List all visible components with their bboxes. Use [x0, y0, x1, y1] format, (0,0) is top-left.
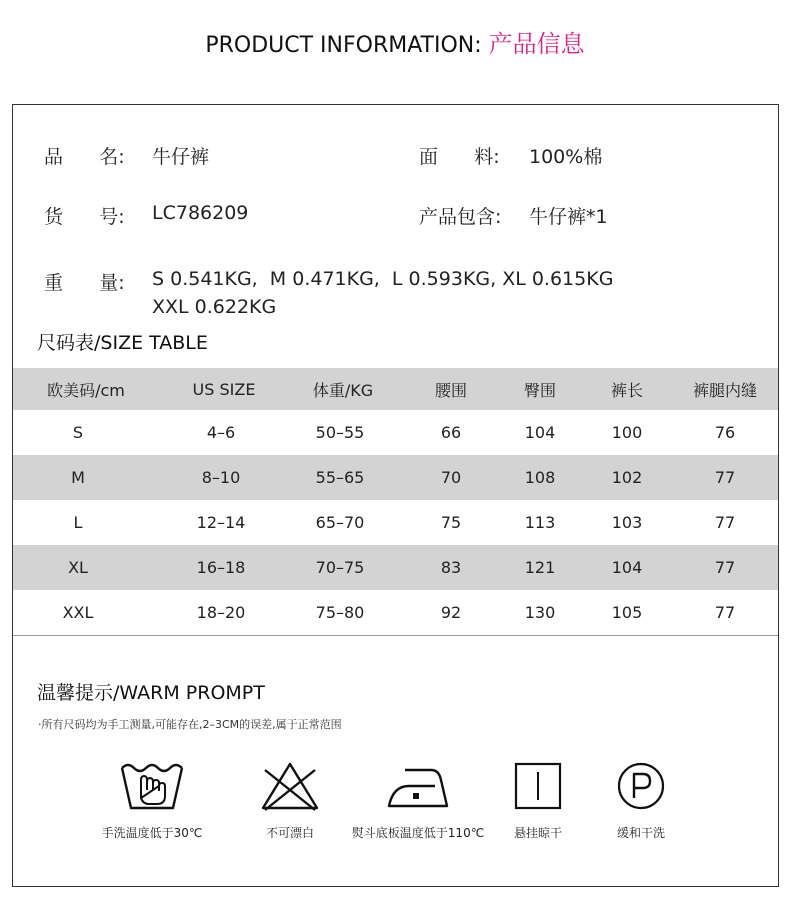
- table-cell: 105: [611, 603, 643, 622]
- size-table: [13, 368, 778, 636]
- table-cell: 113: [524, 513, 556, 532]
- header-cell: 裤长: [610, 380, 644, 400]
- header-cell: 裤腿内缝: [692, 380, 758, 400]
- table-cell: 103: [611, 513, 643, 532]
- care-dry-clean-label: 缓和干洗: [616, 826, 665, 840]
- table-cell: S: [72, 423, 84, 442]
- header-cell: 体重/KG: [312, 380, 374, 400]
- table-row: [13, 500, 778, 545]
- iron-icon: [387, 760, 449, 812]
- care-no-bleach-label: 不可漂白: [265, 826, 314, 840]
- table-cell: 12–14: [196, 513, 246, 532]
- size-table-header: [13, 368, 778, 410]
- table-cell: 104: [611, 558, 643, 577]
- table-cell: 4–6: [206, 423, 236, 442]
- table-cell: 75: [440, 513, 462, 532]
- info-name-value: 牛仔裤: [152, 146, 210, 168]
- table-cell: 77: [714, 558, 736, 577]
- table-cell: 70–75: [315, 558, 365, 577]
- header-cell: 臀围: [523, 380, 557, 400]
- table-row: [13, 590, 778, 635]
- table-cell: 108: [524, 468, 556, 487]
- care-dry-clean: [561, 760, 721, 841]
- table-cell: 16–18: [196, 558, 246, 577]
- table-row: [13, 545, 778, 590]
- info-weight-line1: S 0.541KG, M 0.471KG, L 0.593KG, XL 0.615KG: [152, 268, 614, 290]
- care-iron-label: 熨斗底板温度低于110℃: [351, 826, 485, 840]
- info-material-label: 面 料:: [419, 146, 500, 168]
- header-cell: 欧美码/cm: [47, 380, 125, 400]
- hang-dry-icon: [513, 760, 563, 812]
- info-weight-label: 重 量:: [44, 272, 125, 294]
- info-package-label: 产品包含:: [419, 206, 502, 228]
- table-cell: XXL: [62, 603, 94, 622]
- measurement-note: ·所有尺码均为手工测量,可能存在,2–3CM的误差,属于正常范围: [38, 718, 342, 731]
- page-title: [0, 24, 790, 59]
- info-name-label: 品 名:: [44, 146, 125, 168]
- table-row: [13, 455, 778, 500]
- table-cell: 77: [714, 468, 736, 487]
- table-cell: 77: [714, 603, 736, 622]
- table-cell: 77: [714, 513, 736, 532]
- table-cell: 92: [440, 603, 462, 622]
- page-title-zh: 产品信息: [488, 30, 585, 58]
- table-cell: 50–55: [315, 423, 365, 442]
- table-cell: 83: [440, 558, 462, 577]
- care-hang-dry-label: 悬挂晾干: [513, 826, 562, 840]
- table-cell: 130: [524, 603, 556, 622]
- table-cell: 102: [611, 468, 643, 487]
- table-cell: 121: [524, 558, 556, 577]
- header-cell: 腰围: [434, 380, 468, 400]
- table-cell: XL: [68, 558, 88, 577]
- dry-clean-p-icon: [615, 760, 667, 812]
- info-package-value: 牛仔裤*1: [529, 206, 608, 228]
- table-cell: 18–20: [196, 603, 246, 622]
- hand-wash-icon: [119, 760, 185, 812]
- info-weight-line2: XXL 0.622KG: [152, 296, 277, 318]
- info-material-value: 100%棉: [529, 146, 603, 168]
- page-title-en: PRODUCT INFORMATION:: [205, 33, 489, 58]
- care-hand-wash-label: 手洗温度低于30℃: [101, 826, 203, 840]
- table-cell: 65–70: [315, 513, 365, 532]
- care-hand-wash: [72, 760, 232, 841]
- size-table-title: 尺码表/SIZE TABLE: [37, 332, 208, 354]
- table-cell: 8–10: [201, 468, 241, 487]
- table-cell: 76: [714, 423, 736, 442]
- header-cell: US SIZE: [192, 379, 256, 399]
- no-bleach-icon: [259, 760, 321, 812]
- table-cell: 100: [611, 423, 643, 442]
- table-cell: 104: [524, 423, 556, 442]
- table-row: [13, 410, 778, 455]
- info-sku-label: 货 号:: [44, 206, 125, 228]
- table-cell: M: [71, 468, 85, 487]
- table-cell: 66: [440, 423, 462, 442]
- table-cell: L: [73, 513, 83, 532]
- warm-prompt-title: 温馨提示/WARM PROMPT: [37, 682, 265, 704]
- table-cell: 55–65: [315, 468, 365, 487]
- table-cell: 75–80: [315, 603, 365, 622]
- info-sku-value: LC786209: [152, 202, 249, 224]
- table-cell: 70: [440, 468, 462, 487]
